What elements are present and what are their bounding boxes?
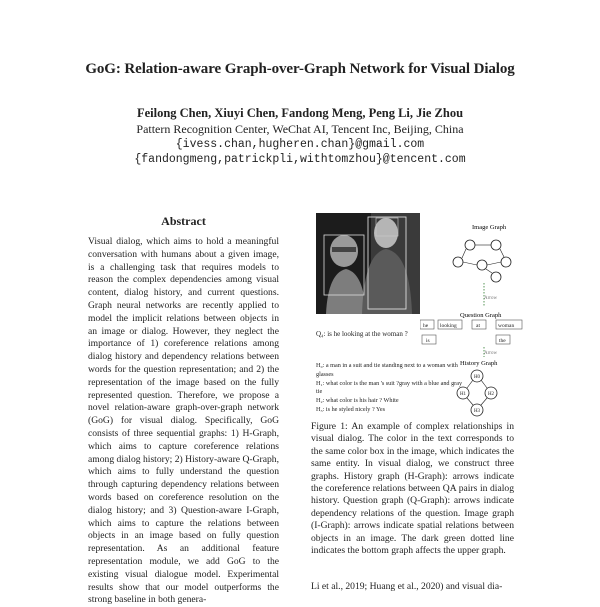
svg-text:at: at <box>476 323 480 329</box>
question-text: Q₄: is he looking at the woman ? <box>316 330 408 338</box>
abstract-body: Visual dialog, which aims to hold a meaningful conversation with humans about a given image, is a challenging task that requires models to reason the complex dependencies among visual content, dialog history, and current questions. Graph neural networks are recently applied to model the implicit relations between objects in an image or dialog. However, they neglect the importance of 1) coreference relations among dialog history and dependency relations between words for the question representation; and 2) the representation of the image based on the fully represented question. Therefore, we propose a novel relation-aware graph-over-graph network (GoG) for visual dialog. Specifically, GoG consists of three sequential graphs: 1) H-Graph, which aims to capture coreference relations among dialog history; 2) History-aware Q-Graph, which aims to fully understand the question through capturing dependency relations between words based on coreference resolution on the dialog history; and 3) Question-aware I-Graph, which aims to capture the relations between objects in an image based on fully question representation. As an additional feature representation module, we add GoG to the existing visual dialogue model. Experimental results show that our model outperforms the strong baseline in both genera- <box>88 236 279 606</box>
history-line-0: H₀: a man in a suit and tie standing next to a woman with glasses <box>316 362 458 378</box>
history-graph-label: History Graph <box>460 360 498 367</box>
history-line-3: H₃: is he styled nicely ? Yes <box>316 405 386 413</box>
graph-diagram <box>420 215 580 385</box>
image-graph-nodes <box>453 240 511 282</box>
svg-text:the: the <box>499 338 506 344</box>
arrow-label-top: Arrow <box>484 296 498 301</box>
paper-title: GoG: Relation-aware Graph-over-Graph Network for Visual Dialog <box>85 61 515 77</box>
right-column-continuation: Li et al., 2019; Huang et al., 2020) and visual dia- <box>311 581 503 592</box>
history-line-2: H₂: what color is his hair ? White <box>316 397 399 405</box>
arrow-label-bottom: Arrow <box>484 351 498 356</box>
email-line-2: {fandongmeng,patrickpli,withtomzhou}@tencent.com <box>134 153 466 166</box>
svg-text:is: is <box>426 338 430 344</box>
history-node-1: H1 <box>459 392 467 397</box>
history-node-3: H3 <box>473 409 481 414</box>
email-line-1: {ivess.chan,hugheren.chan}@gmail.com <box>175 138 425 151</box>
svg-text:looking: looking <box>440 323 457 329</box>
figure-photo <box>316 213 420 314</box>
abstract-heading: Abstract <box>161 214 206 228</box>
author-list: Feilong Chen, Xiuyi Chen, Fandong Meng, Peng Li, Jie Zhou <box>136 106 464 120</box>
figure-caption: Figure 1: An example of complex relationships in visual dialog. The color in the text corresponds to the same color box in the image, which indicates the same entity. In visual dialog, we construct three graphs. History graph (H-Graph): arrows indicate the coreference relations between QA pairs in dialog history. Question graph (Q-Graph): arrows indicate dependency relations of the question. Image graph (I-Graph): arrows indicate spatial relations between objects in an image. The dark green dotted line indicates the bottom graph affects the upper graph. <box>311 421 514 557</box>
svg-text:he: he <box>423 323 429 329</box>
image-graph-label: Image Graph <box>472 224 507 231</box>
history-line-1: H₁: what color is the man 's suit ?gray with a blue and gray tie <box>316 379 463 396</box>
question-graph-label: Question Graph <box>460 312 502 319</box>
history-node-2: H2 <box>487 392 495 397</box>
history-node-0: H0 <box>473 375 481 380</box>
affiliation: Pattern Recognition Center, WeChat AI, Tencent Inc, Beijing, China <box>136 122 464 136</box>
svg-text:woman: woman <box>498 323 515 329</box>
history-text <box>316 362 466 415</box>
photo-illustration <box>316 213 420 314</box>
history-graph <box>452 368 512 418</box>
question-graph-words <box>423 323 514 344</box>
